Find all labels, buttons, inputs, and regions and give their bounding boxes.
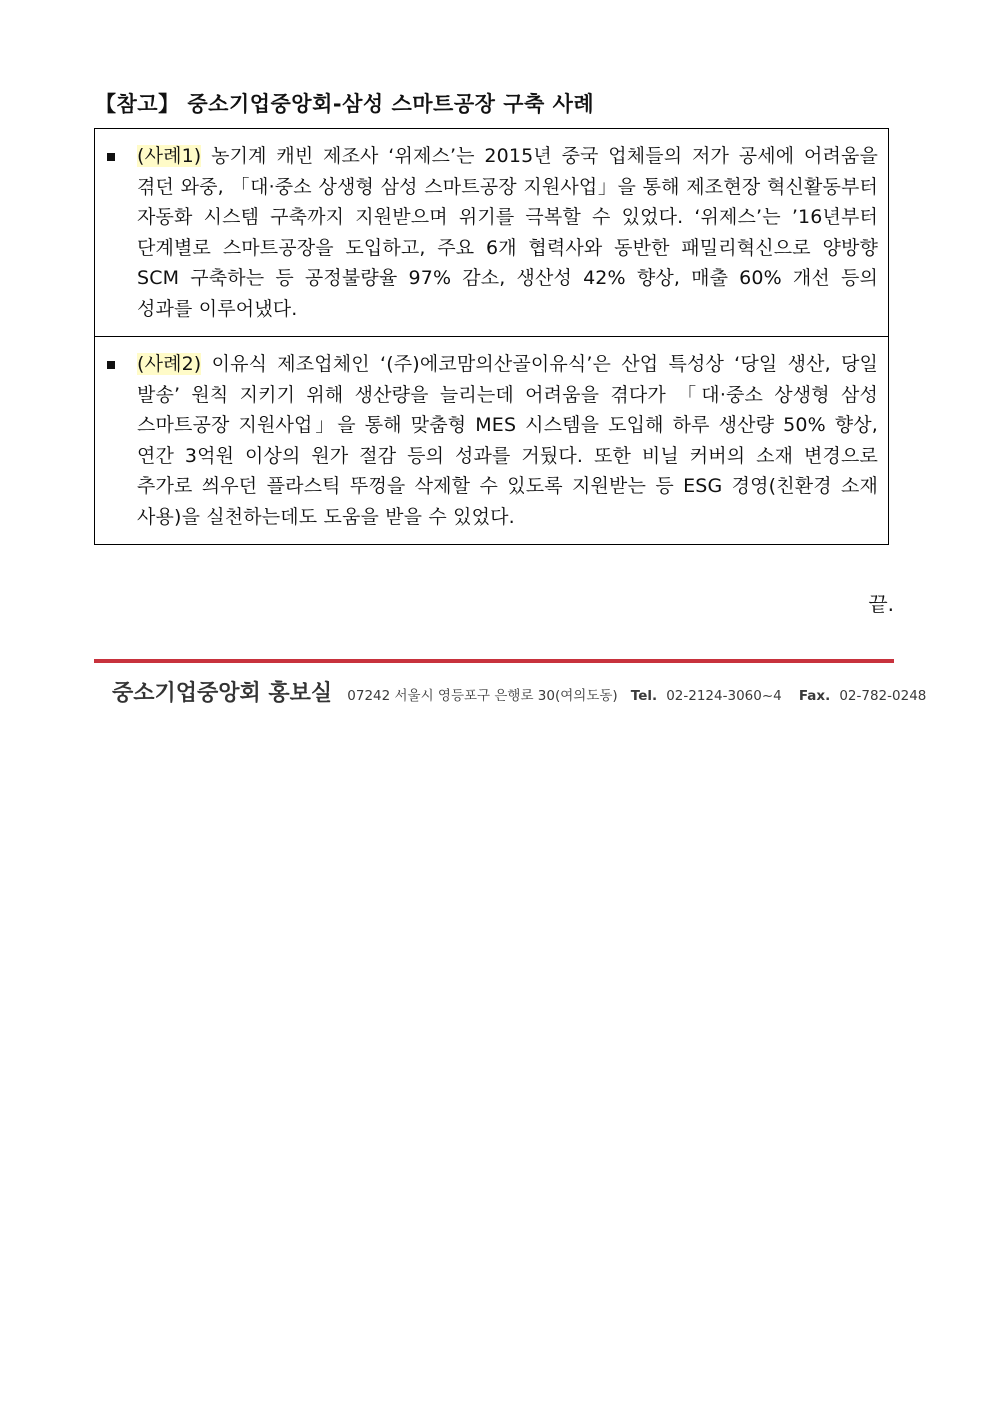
footer-divider [94, 659, 894, 663]
case-row-1 [95, 129, 889, 337]
footer-fax-label: Fax. [798, 688, 831, 704]
case-body-1: 농기계 캐빈 제조사 ‘위제스’는 2015년 중국 업체들의 저가 공세에 어려움을 겪던 와중, 「대·중소 상생형 삼성 스마트공장 지원사업」을 통해 제조현장 혁신활동부터 자동화 시스템 구축까지 지원받으며 위기를 극복할 수 있었다. ‘위제스’는 ’16년부터 단계별로 스마트공장을 도입하고, 주요 6개 협력사와 동반한 패밀리혁신으로 양방향 SCM 구축하는 등 공정불량율 97% 감소, 생산성 42% 향상, 매출 60% 개선 등의 성과를 이루어냈다. [137, 145, 878, 320]
square-bullet-icon [107, 153, 115, 161]
case-cell-1 [95, 129, 889, 337]
case-label-2: (사례2) [137, 353, 202, 375]
footer-tel-label: Tel. [630, 688, 658, 704]
case-cell-2 [95, 337, 889, 545]
case-table [94, 128, 889, 545]
footer [112, 676, 938, 707]
footer-address: 07242 서울시 영등포구 은행로 30(여의도동) [347, 688, 618, 704]
case-item-2 [107, 349, 878, 532]
case-text-2 [137, 349, 878, 532]
page-heading: 【참고】 중소기업중앙회-삼성 스마트공장 구축 사례 [95, 92, 595, 116]
footer-tel: 02-2124-3060~4 [666, 688, 782, 704]
square-bullet-icon [107, 361, 115, 369]
case-row-2 [95, 337, 889, 545]
footer-org: 중소기업중앙회 홍보실 [112, 681, 333, 706]
case-body-2: 이유식 제조업체인 ‘(주)에코맘의산골이유식’은 산업 특성상 ‘당일 생산, 당일 발송’ 원칙 지키기 위해 생산량을 늘리는데 어려움을 겪다가 「대·중소 상생형 삼성 스마트공장 지원사업」을 통해 맞춤형 MES 시스템을 도입해 하루 생산량 50% 향상, 연간 3억원 이상의 원가 절감 등의 성과를 거뒀다. 또한 비닐 커버의 소재 변경으로 추가로 씌우던 플라스틱 뚜껑을 삭제할 수 있도록 지원받는 등 ESG 경영(친환경 소재 사용)을 실천하는데도 도움을 받을 수 있었다. [137, 353, 878, 528]
end-mark: 끝. [868, 592, 894, 616]
case-label-1: (사례1) [137, 145, 202, 167]
case-text-1 [137, 141, 878, 324]
footer-fax: 02-782-0248 [839, 688, 927, 704]
case-item-1 [107, 141, 878, 324]
